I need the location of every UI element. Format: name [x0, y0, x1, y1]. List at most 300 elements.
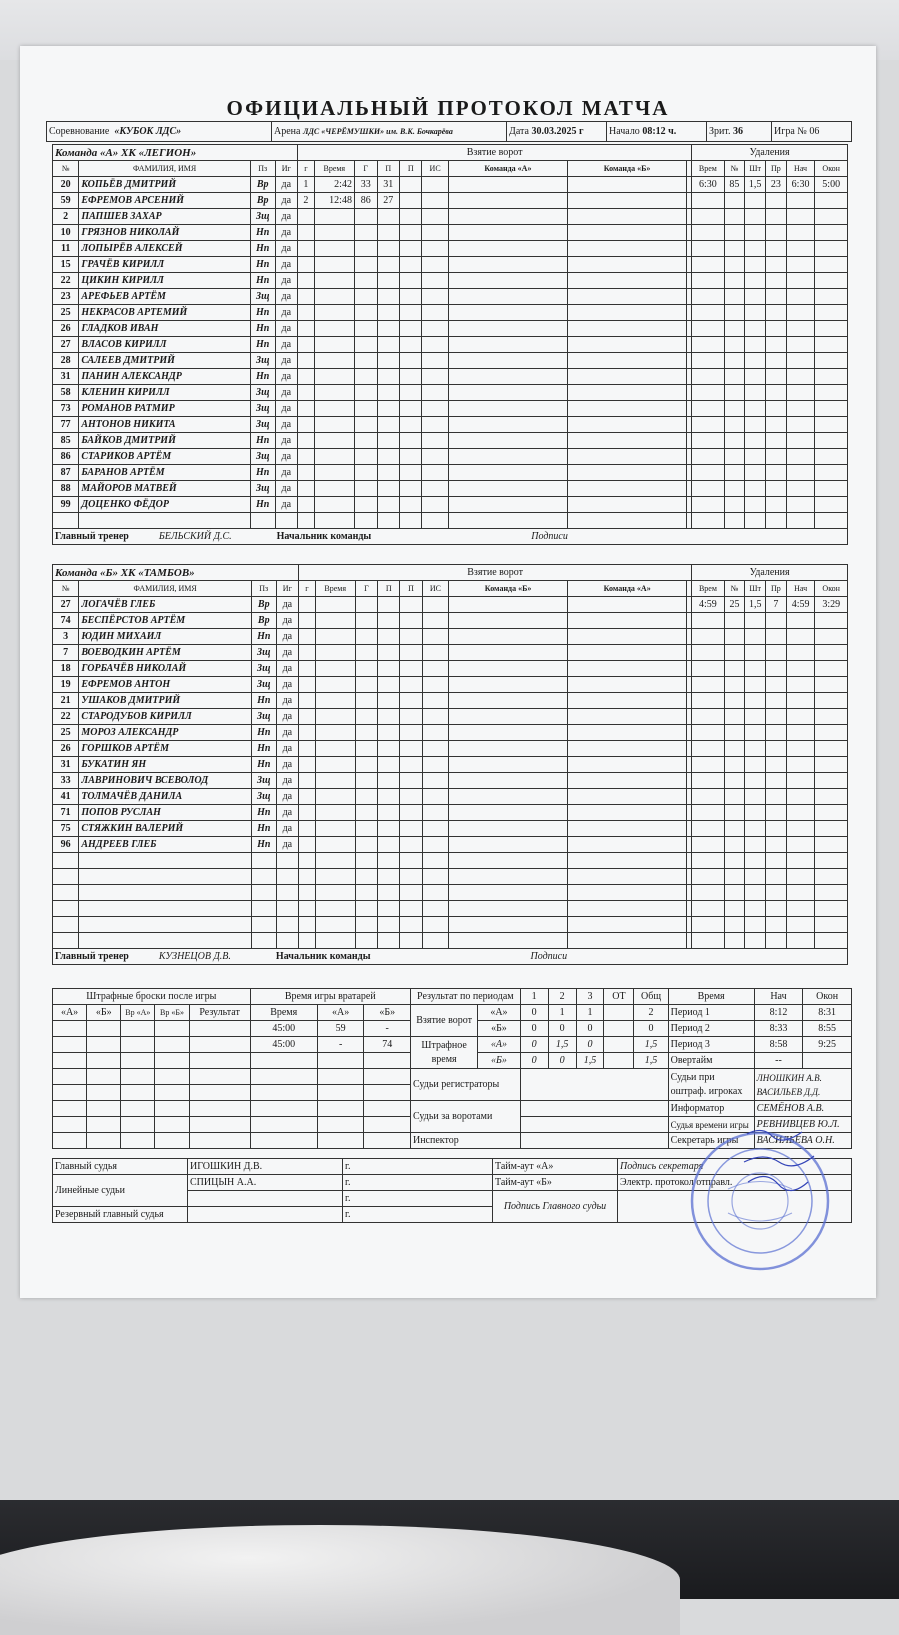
penalty-end — [815, 417, 848, 433]
table-row — [53, 885, 848, 901]
goal-scorer — [354, 257, 377, 273]
goal-time — [314, 385, 354, 401]
goalie-time-title: Время игры вратарей — [250, 989, 410, 1005]
goal-scorer — [354, 321, 377, 337]
table-row — [53, 677, 848, 693]
team-col-2-cell — [567, 305, 686, 321]
table-row — [53, 433, 848, 449]
goal-assist-2 — [400, 869, 422, 885]
team-col-2-cell — [567, 481, 686, 497]
penalty-minutes — [745, 417, 766, 433]
player-played — [276, 917, 299, 933]
player-name: ГРАЧЁВ КИРИЛЛ — [79, 257, 251, 273]
penalty-start — [786, 241, 815, 257]
main-ref-signature-label: Подпись Главного судьи — [493, 1191, 618, 1223]
pen-min-header: Шт — [745, 161, 766, 177]
team-title: Команда «А» ХК «ЛЕГИОН» — [53, 145, 298, 161]
coach-row — [53, 529, 848, 545]
timekeeper-name: РЕВНИВЦЕВ Ю.Л. — [754, 1117, 851, 1133]
goal-scorer — [354, 513, 377, 529]
period-start-header: Нач — [754, 989, 803, 1005]
player-name — [79, 933, 252, 949]
table-row — [53, 321, 848, 337]
goal-scorer — [355, 709, 377, 725]
team-title: Команда «Б» ХК «ТАМБОВ» — [53, 565, 299, 581]
timekeeper-label: Судья времени игры — [668, 1117, 754, 1133]
goal-time — [315, 789, 355, 805]
goal-number — [299, 901, 316, 917]
situation-header: ИС — [422, 161, 448, 177]
goal-assist-2 — [400, 497, 422, 513]
team-col-1-cell — [448, 225, 567, 241]
goal-scorer — [355, 805, 377, 821]
goal-time — [314, 449, 354, 465]
goal-scorer — [354, 417, 377, 433]
pen-reason-header: Пр — [766, 581, 787, 597]
table-row — [53, 837, 848, 853]
team-col-1-cell — [449, 821, 568, 837]
goal-time — [315, 629, 355, 645]
penalty-player — [724, 497, 745, 513]
goal-assist-1 — [378, 933, 400, 949]
team-col-1-cell — [448, 385, 567, 401]
goal-time — [314, 465, 354, 481]
goal-scorer — [355, 677, 377, 693]
player-position: Нп — [251, 693, 276, 709]
penalty-player — [724, 449, 745, 465]
penalty-player — [724, 789, 745, 805]
main-ref-name: ИГОШКИН Д.В. — [188, 1159, 343, 1175]
penalty-end — [815, 353, 848, 369]
shootout-col-a: «А» — [53, 1005, 87, 1021]
team-col-2-cell — [568, 805, 687, 821]
team-col-1-cell — [449, 741, 568, 757]
goal-number — [298, 433, 315, 449]
table-row — [53, 613, 848, 629]
penalty-player — [724, 481, 745, 497]
penalty-start — [786, 789, 815, 805]
penalty-minutes — [745, 677, 766, 693]
goal-time — [314, 257, 354, 273]
player-position: Зщ — [250, 401, 275, 417]
player-number — [53, 933, 79, 949]
goal-number — [299, 821, 316, 837]
player-name — [79, 885, 252, 901]
team-col-1-cell — [449, 933, 568, 949]
goal-assist-1 — [378, 821, 400, 837]
player-played: да — [276, 741, 299, 757]
player-position: Нп — [251, 805, 276, 821]
penalty-minutes — [745, 449, 766, 465]
goal-number — [299, 709, 316, 725]
goal-scorer — [355, 885, 377, 901]
goal-time — [314, 401, 354, 417]
inspector-label: Инспектор — [410, 1133, 520, 1149]
goal-assist-2 — [400, 917, 422, 933]
team-col-2-cell — [568, 709, 687, 725]
goal-assist-2 — [400, 321, 422, 337]
player-played: да — [275, 369, 298, 385]
penalty-time — [692, 241, 724, 257]
team-col-1-cell — [448, 417, 567, 433]
team-col-1-cell — [448, 353, 567, 369]
pen-time-header: Врем — [692, 581, 724, 597]
penalty-time — [692, 821, 724, 837]
penalty-reason — [766, 193, 787, 209]
penalty-start — [786, 465, 815, 481]
penalty-reason — [766, 613, 787, 629]
team-col-1-cell — [449, 725, 568, 741]
player-played: да — [276, 837, 299, 853]
team-col-1-cell — [448, 321, 567, 337]
goal-assist-2 — [400, 805, 422, 821]
name-header: ФАМИЛИЯ, ИМЯ — [79, 581, 252, 597]
penalty-end — [815, 241, 848, 257]
team-col-2-cell — [567, 193, 686, 209]
table-row — [53, 337, 848, 353]
team-col-2-cell — [568, 597, 687, 613]
team-col-1-cell — [449, 677, 568, 693]
team-col-1-cell — [449, 917, 568, 933]
penalty-minutes — [745, 757, 766, 773]
player-number: 23 — [53, 289, 79, 305]
goal-number — [299, 885, 316, 901]
goal-assist-1 — [377, 369, 400, 385]
goal-situation — [422, 709, 448, 725]
penalty-minutes — [745, 465, 766, 481]
goal-number — [298, 289, 315, 305]
goal-situation — [422, 901, 448, 917]
penalty-reason — [766, 853, 787, 869]
goal-number — [299, 613, 316, 629]
penalty-end — [815, 433, 848, 449]
player-number: 96 — [53, 837, 79, 853]
team-col-1-cell — [449, 693, 568, 709]
player-number: 99 — [53, 497, 79, 513]
penalty-minutes — [745, 853, 766, 869]
goal-scorer — [355, 757, 377, 773]
goal-scorer — [355, 741, 377, 757]
pen-num-header: № — [724, 161, 745, 177]
penalty-end — [815, 789, 848, 805]
goal-situation — [422, 869, 448, 885]
penalty-end — [815, 337, 848, 353]
goals-section-title: Взятие ворот — [299, 565, 692, 581]
penalty-player — [724, 757, 745, 773]
goal-assist-2 — [400, 353, 422, 369]
goal-time — [314, 513, 354, 529]
penalty-start — [786, 757, 815, 773]
penalty-time — [692, 449, 724, 465]
penalty-reason — [766, 933, 787, 949]
table-row — [53, 289, 848, 305]
penalty-minutes — [745, 645, 766, 661]
player-name: МАЙОРОВ МАТВЕЙ — [79, 481, 251, 497]
penalty-player: 85 — [724, 177, 745, 193]
table-row — [53, 241, 848, 257]
goal-assist-1 — [378, 757, 400, 773]
player-played: да — [276, 629, 299, 645]
player-number: 31 — [53, 369, 79, 385]
goal-assist-2 — [400, 821, 422, 837]
goal-assist-1 — [378, 869, 400, 885]
penalty-player — [724, 225, 745, 241]
goal-situation — [422, 645, 448, 661]
penalty-time — [692, 773, 724, 789]
goal-time: 2:42 — [314, 177, 354, 193]
period-3-start: 8:58 — [754, 1037, 803, 1053]
team-col-1-cell — [448, 433, 567, 449]
penalty-time — [692, 465, 724, 481]
player-number: 20 — [53, 177, 79, 193]
goal-num-header: г — [299, 581, 316, 597]
team-col-2-cell — [567, 353, 686, 369]
player-name: КОПЬЁВ ДМИТРИЙ — [79, 177, 251, 193]
penalty-reason — [766, 385, 787, 401]
team-col-1-header: Команда «Б» — [449, 581, 568, 597]
team-col-2-cell — [567, 177, 686, 193]
period-3-end: 9:25 — [803, 1037, 852, 1053]
goal-time — [314, 497, 354, 513]
penalty-reason — [766, 709, 787, 725]
goal-situation — [422, 305, 448, 321]
team-col-1-cell — [449, 661, 568, 677]
penalties-section-title: Удаления — [692, 145, 848, 161]
penalty-reason — [766, 209, 787, 225]
penalty-start — [786, 645, 815, 661]
goal-scorer — [355, 725, 377, 741]
goals-b-total: 0 — [634, 1021, 668, 1037]
team-col-2-cell — [567, 417, 686, 433]
goal-number — [298, 353, 315, 369]
table-row — [53, 709, 848, 725]
team-col-1-cell — [448, 497, 567, 513]
goals-by-period-label: Взятие ворот — [410, 1005, 477, 1037]
period-3-label: Период 3 — [668, 1037, 754, 1053]
goal-situation — [422, 741, 448, 757]
goal-assist-1: 31 — [377, 177, 400, 193]
penalty-minutes — [745, 513, 766, 529]
table-row — [53, 805, 848, 821]
goal-time — [315, 853, 355, 869]
goal-assist-1 — [378, 885, 400, 901]
table-row — [53, 821, 848, 837]
pos-header: Пз — [250, 161, 275, 177]
goal-scorer — [354, 353, 377, 369]
player-played: да — [275, 321, 298, 337]
goal-scorer — [354, 481, 377, 497]
pim-b-p2: 0 — [548, 1053, 576, 1069]
penalty-minutes — [745, 209, 766, 225]
overtime-label: Овертайм — [668, 1053, 754, 1069]
player-name: ЛОГАЧЁВ ГЛЕБ — [79, 597, 252, 613]
player-number: 86 — [53, 449, 79, 465]
penalty-end — [815, 661, 848, 677]
goals-a-p2: 1 — [548, 1005, 576, 1021]
table-row — [53, 225, 848, 241]
player-name: БАЙКОВ ДМИТРИЙ — [79, 433, 251, 449]
player-position: Нп — [250, 369, 275, 385]
goal-assist-2 — [400, 661, 422, 677]
penalty-end — [815, 449, 848, 465]
goal-time — [314, 369, 354, 385]
player-played: да — [276, 821, 299, 837]
penalty-minutes — [745, 385, 766, 401]
player-name: ГРЯЗНОВ НИКОЛАЙ — [79, 225, 251, 241]
penalty-minutes — [745, 885, 766, 901]
player-position: Вр — [251, 597, 276, 613]
goal-situation — [422, 385, 448, 401]
period-1-label: Период 1 — [668, 1005, 754, 1021]
player-played: да — [275, 497, 298, 513]
goal-situation — [422, 433, 448, 449]
penalty-end — [815, 885, 848, 901]
penalty-minutes — [745, 613, 766, 629]
player-number: 25 — [53, 305, 79, 321]
penalty-time — [692, 337, 724, 353]
penalty-end — [815, 629, 848, 645]
table-row — [53, 933, 848, 949]
penalty-reason: 23 — [766, 177, 787, 193]
table-row — [53, 257, 848, 273]
penalty-minutes — [745, 869, 766, 885]
penalty-player — [724, 629, 745, 645]
penalty-box-judges-label: Судьи при оштраф. игроках — [668, 1069, 754, 1101]
player-number: 26 — [53, 321, 79, 337]
goal-situation — [422, 177, 448, 193]
player-position: Зщ — [250, 289, 275, 305]
player-played: да — [275, 433, 298, 449]
penalty-time: 6:30 — [692, 177, 724, 193]
period-1-header: 1 — [520, 989, 548, 1005]
penalty-player — [724, 693, 745, 709]
reserve-ref-city: г. — [343, 1207, 493, 1223]
player-position: Нп — [250, 273, 275, 289]
team-col-1-cell — [449, 901, 568, 917]
player-number: 7 — [53, 645, 79, 661]
goal-assist-1 — [378, 837, 400, 853]
goal-situation — [422, 257, 448, 273]
pim-a-p1: 0 — [520, 1037, 548, 1053]
goal-number — [298, 369, 315, 385]
player-number: 22 — [53, 273, 79, 289]
goal-assist-2 — [400, 305, 422, 321]
team-col-2-cell — [567, 401, 686, 417]
goal-situation — [422, 661, 448, 677]
secretary-name: ВАСИЛЬЕВА О.Н. — [754, 1133, 851, 1149]
team-col-1-cell — [448, 193, 567, 209]
gk-row-1-time: 45:00 — [250, 1021, 317, 1037]
goal-assist-1 — [378, 917, 400, 933]
player-number: 10 — [53, 225, 79, 241]
goal-situation — [422, 725, 448, 741]
team-col-1-cell — [449, 613, 568, 629]
goals-a-total: 2 — [634, 1005, 668, 1021]
team-chief-label: Начальник команды — [276, 530, 372, 542]
penalty-time — [692, 917, 724, 933]
goals-row-a-label: «А» — [478, 1005, 520, 1021]
penalty-reason — [766, 417, 787, 433]
player-played: да — [275, 193, 298, 209]
pim-row-b-label: «Б» — [478, 1053, 520, 1069]
penalty-minutes — [745, 933, 766, 949]
penalty-end — [815, 917, 848, 933]
player-played: да — [275, 337, 298, 353]
goal-number — [298, 225, 315, 241]
player-played: да — [275, 385, 298, 401]
goals-a-p3: 1 — [576, 1005, 604, 1021]
period-time-header: Время — [668, 989, 754, 1005]
player-number: 27 — [53, 597, 79, 613]
penalty-end: 5:00 — [815, 177, 848, 193]
goal-time — [314, 433, 354, 449]
goal-situation — [422, 337, 448, 353]
goal-assist-2 — [400, 209, 422, 225]
goal-situation — [422, 241, 448, 257]
penalty-player — [724, 513, 745, 529]
goal-situation — [422, 513, 448, 529]
penalty-minutes — [745, 901, 766, 917]
player-position: Вр — [250, 193, 275, 209]
table-row — [53, 741, 848, 757]
penalty-time — [692, 321, 724, 337]
goal-assist-2 — [400, 613, 422, 629]
goal-assist-2 — [400, 709, 422, 725]
goal-assist-2 — [400, 837, 422, 853]
handwritten-signatures — [742, 1124, 822, 1224]
goal-number — [299, 693, 316, 709]
pim-a-ot — [604, 1037, 634, 1053]
player-position: Зщ — [250, 209, 275, 225]
competition-cell: Соревнование «КУБОК ЛДС» — [47, 122, 272, 142]
electronic-protocol-label: Электр. протокол отправл. — [618, 1175, 852, 1191]
goal-assist-2 — [400, 193, 422, 209]
goal-scorer — [355, 773, 377, 789]
player-played — [276, 853, 299, 869]
goal-time-header: Время — [315, 581, 355, 597]
goal-assist-2 — [400, 757, 422, 773]
timeout-b-label: Тайм-аут «Б» — [493, 1175, 618, 1191]
team-col-1-cell — [448, 289, 567, 305]
goal-time — [315, 837, 355, 853]
penalty-time — [692, 661, 724, 677]
player-name: СТАРИКОВ АРТЁМ — [79, 449, 251, 465]
penalty-time — [692, 885, 724, 901]
goal-time — [315, 901, 355, 917]
player-name: АНТОНОВ НИКИТА — [79, 417, 251, 433]
goal-scorer: 33 — [354, 177, 377, 193]
penalty-player — [724, 885, 745, 901]
player-position: Зщ — [251, 645, 276, 661]
penalty-start — [786, 369, 815, 385]
goal-assist-1 — [378, 597, 400, 613]
player-position: Нп — [250, 241, 275, 257]
goal-assist-1 — [377, 497, 400, 513]
player-number — [53, 869, 79, 885]
team-col-2-cell — [568, 917, 687, 933]
player-played: да — [275, 417, 298, 433]
penalty-reason — [766, 353, 787, 369]
penalty-time — [692, 481, 724, 497]
penalty-player — [724, 321, 745, 337]
player-position: Нп — [251, 629, 276, 645]
head-coach-name: БЕЛЬСКИЙ Д.С. — [158, 530, 232, 542]
player-number: 22 — [53, 709, 79, 725]
shootout-col-gk-a: Вр «А» — [121, 1005, 155, 1021]
player-number: 25 — [53, 725, 79, 741]
goal-assist-1 — [377, 289, 400, 305]
player-position — [251, 917, 276, 933]
